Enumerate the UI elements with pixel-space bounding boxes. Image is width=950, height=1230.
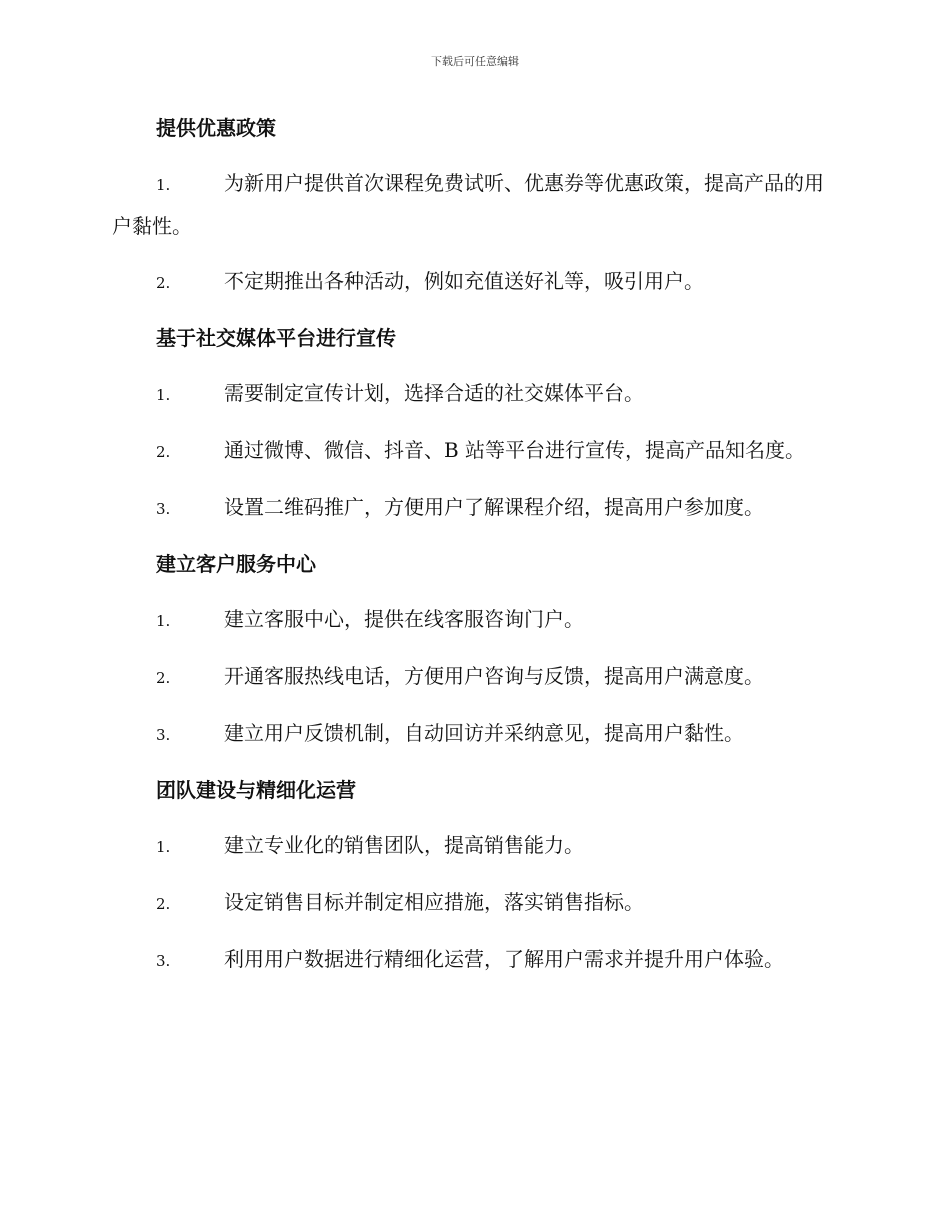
list-text: 建立专业化的销售团队，提高销售能力。 <box>224 833 584 857</box>
list-text: 设定销售目标并制定相应措施，落实销售指标。 <box>224 890 644 914</box>
section-title: 团队建设与精细化运营 <box>156 778 356 802</box>
list-text: 建立客服中心，提供在线客服咨询门户。 <box>224 607 584 631</box>
list-number: 2. <box>156 443 171 461</box>
list-item <box>112 163 842 247</box>
list-text: 利用用户数据进行精细化运营，了解用户需求并提升用户体验。 <box>224 947 784 971</box>
list-item <box>112 656 842 699</box>
section-title: 提供优惠政策 <box>156 116 276 140</box>
section-team-operations <box>112 770 842 982</box>
list-text: 不定期推出各种活动，例如充值送好礼等，吸引用户。 <box>224 269 704 293</box>
list-number: 2. <box>156 669 171 687</box>
list-item <box>112 882 842 925</box>
list-number: 3. <box>156 500 171 518</box>
list-number: 2. <box>156 274 171 292</box>
list-number: 1. <box>156 612 171 630</box>
list-number: 2. <box>156 895 171 913</box>
list-item <box>112 939 842 982</box>
list-text: 设置二维码推广，方便用户了解课程介绍，提高用户参加度。 <box>224 495 764 519</box>
section-customer-service <box>112 544 842 756</box>
list-number: 3. <box>156 952 171 970</box>
page-header: 下载后可任意编辑 <box>431 55 519 68</box>
list-number: 1. <box>156 838 171 856</box>
section-title: 建立客户服务中心 <box>156 552 316 576</box>
list-number: 1. <box>156 176 171 194</box>
section-discount-policy <box>112 108 842 304</box>
list-text: 为新用户提供首次课程免费试听、优惠券等优惠政策，提高产品的用户黏性。 <box>112 171 824 238</box>
document-body <box>112 108 842 996</box>
list-item <box>112 487 842 530</box>
list-text: 通过微博、微信、抖音、B 站等平台进行宣传，提高产品知名度。 <box>224 438 806 462</box>
section-social-media <box>112 318 842 530</box>
list-number: 1. <box>156 386 171 404</box>
list-item <box>112 825 842 868</box>
list-text: 需要制定宣传计划，选择合适的社交媒体平台。 <box>224 381 644 405</box>
list-item <box>112 373 842 416</box>
section-title: 基于社交媒体平台进行宣传 <box>156 326 396 350</box>
list-item <box>112 713 842 756</box>
list-text: 建立用户反馈机制，自动回访并采纳意见，提高用户黏性。 <box>224 721 744 745</box>
list-item <box>112 261 842 304</box>
list-text: 开通客服热线电话，方便用户咨询与反馈，提高用户满意度。 <box>224 664 764 688</box>
list-item <box>112 599 842 642</box>
list-number: 3. <box>156 726 171 744</box>
list-item <box>112 430 842 473</box>
